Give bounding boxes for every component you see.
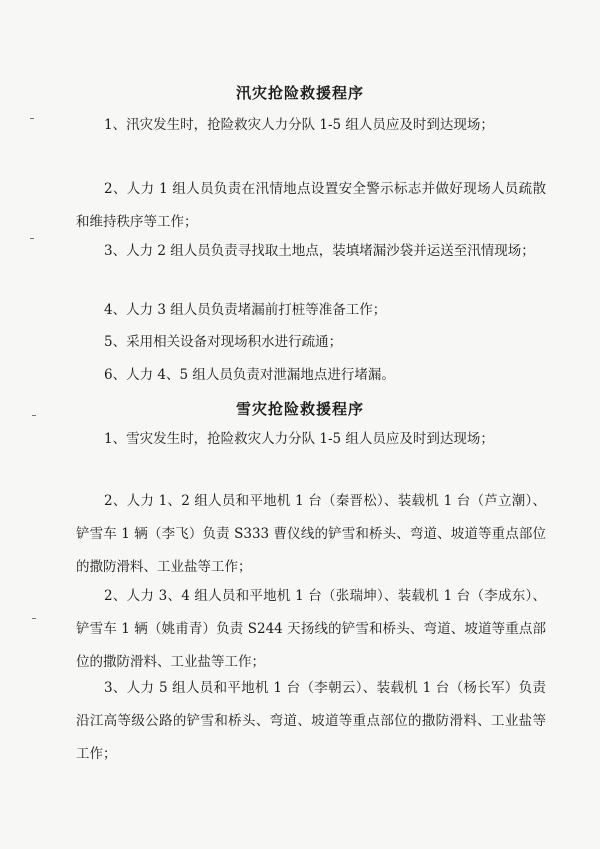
snow-paragraph: 2、人力 1、2 组人员和平地机 1 台（秦晋松）、装载机 1 台（芦立潮）、铲雪车 1 辆（李飞）负责 S333 曹仪线的铲雪和桥头、弯道、坡道等重点部位的撒防滑料、工业盐等工作； [76, 493, 546, 575]
snow-paragraph: 2、人力 3、4 组人员和平地机 1 台（张瑞坤）、装载机 1 台（李成东）、铲雪车 1 辆（姚甫青）负责 S244 天扬线的铲雪和桥头、弯道、坡道等重点部位的撒防滑料、工业盐等工作； [76, 588, 546, 670]
flood-paragraph: 4、人力 3 组人员负责堵漏前打桩等准备工作； [104, 302, 387, 318]
scan-mark [30, 238, 34, 239]
scan-mark [30, 118, 34, 119]
flood-paragraph: 2、人力 1 组人员负责在汛情地点设置安全警示标志并做好现场人员疏散和维持秩序等工作； [76, 181, 546, 230]
section-title-snow: 雪灾抢险救援程序 [235, 400, 364, 418]
snow-paragraph: 1、雪灾发生时，抢险救灾人力分队 1-5 组人员应及时到达现场； [104, 431, 494, 447]
flood-paragraph: 3、人力 2 组人员负责寻找取土地点，装填堵漏沙袋并运送至汛情现场； [104, 243, 535, 259]
flood-paragraph: 5、采用相关设备对现场积水进行疏通； [104, 334, 343, 350]
snow-paragraph: 3、人力 5 组人员和平地机 1 台（李朝云）、装载机 1 台（杨长军）负责沿江高等级公路的铲雪和桥头、弯道、坡道等重点部位的撒防滑料、工业盐等工作； [76, 680, 546, 762]
section-title-flood: 汛灾抢险救援程序 [235, 84, 364, 102]
scan-mark [32, 618, 36, 619]
flood-paragraph: 6、人力 4、5 组人员负责对泄漏地点进行堵漏。 [104, 367, 395, 383]
flood-paragraph: 1、汛灾发生时，抢险救灾人力分队 1-5 组人员应及时到达现场； [104, 117, 494, 133]
